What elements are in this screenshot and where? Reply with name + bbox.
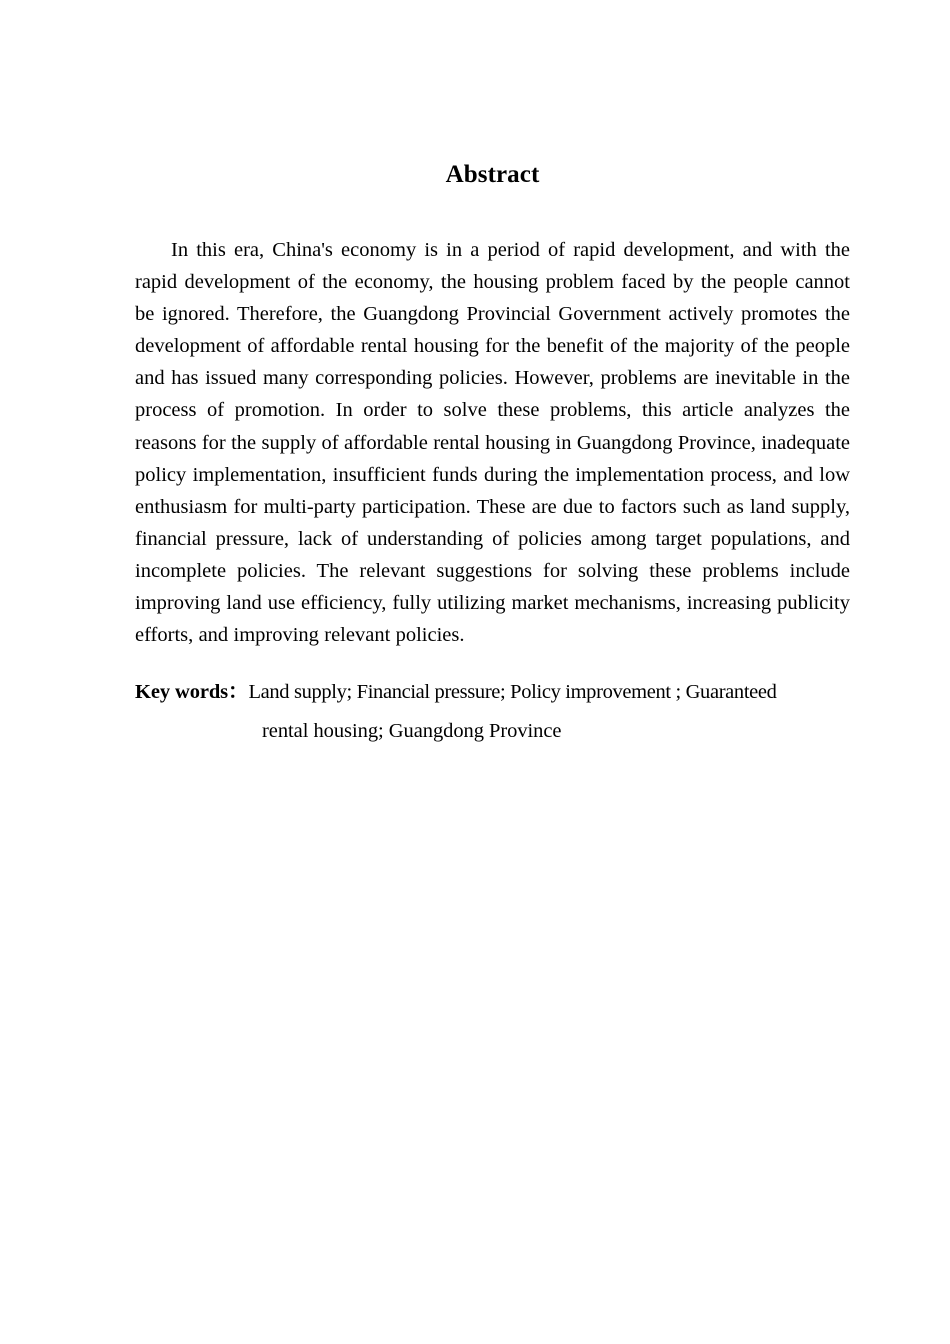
keywords-label: Key words： (135, 681, 249, 704)
keywords-line-1 (135, 673, 850, 712)
keywords-block (135, 651, 850, 751)
keywords-values-line-1: Land supply; Financial pressure; Policy improvement ; Guaranteed (248, 681, 777, 704)
page-content (135, 0, 850, 751)
keywords-values-line-2: rental housing; Guangdong Province (262, 720, 562, 743)
page-title: Abstract (445, 161, 540, 188)
abstract-paragraph: In this era, China's economy is in a period of rapid development, and with the rapid development of the economy, the housing problem faced by the people cannot be ignored. Therefore, the Guangdong Provincial Government actively promotes the development of affordable rental housing for the benefit of the majority of the people and has issued many corresponding policies. However, problems are inevitable in the process of promotion. In order to solve these problems, this article analyzes the reasons for the supply of affordable rental housing in Guangdong Province, inadequate policy implementation, insufficient funds during the implementation process, and low enthusiasm for multi-party participation. These are due to factors such as land supply, financial pressure, lack of understanding of policies among target populations, and incomplete policies. The relevant suggestions for solving these problems include improving land use efficiency, fully utilizing market mechanisms, increasing publicity efforts, and improving relevant policies. (135, 239, 850, 647)
